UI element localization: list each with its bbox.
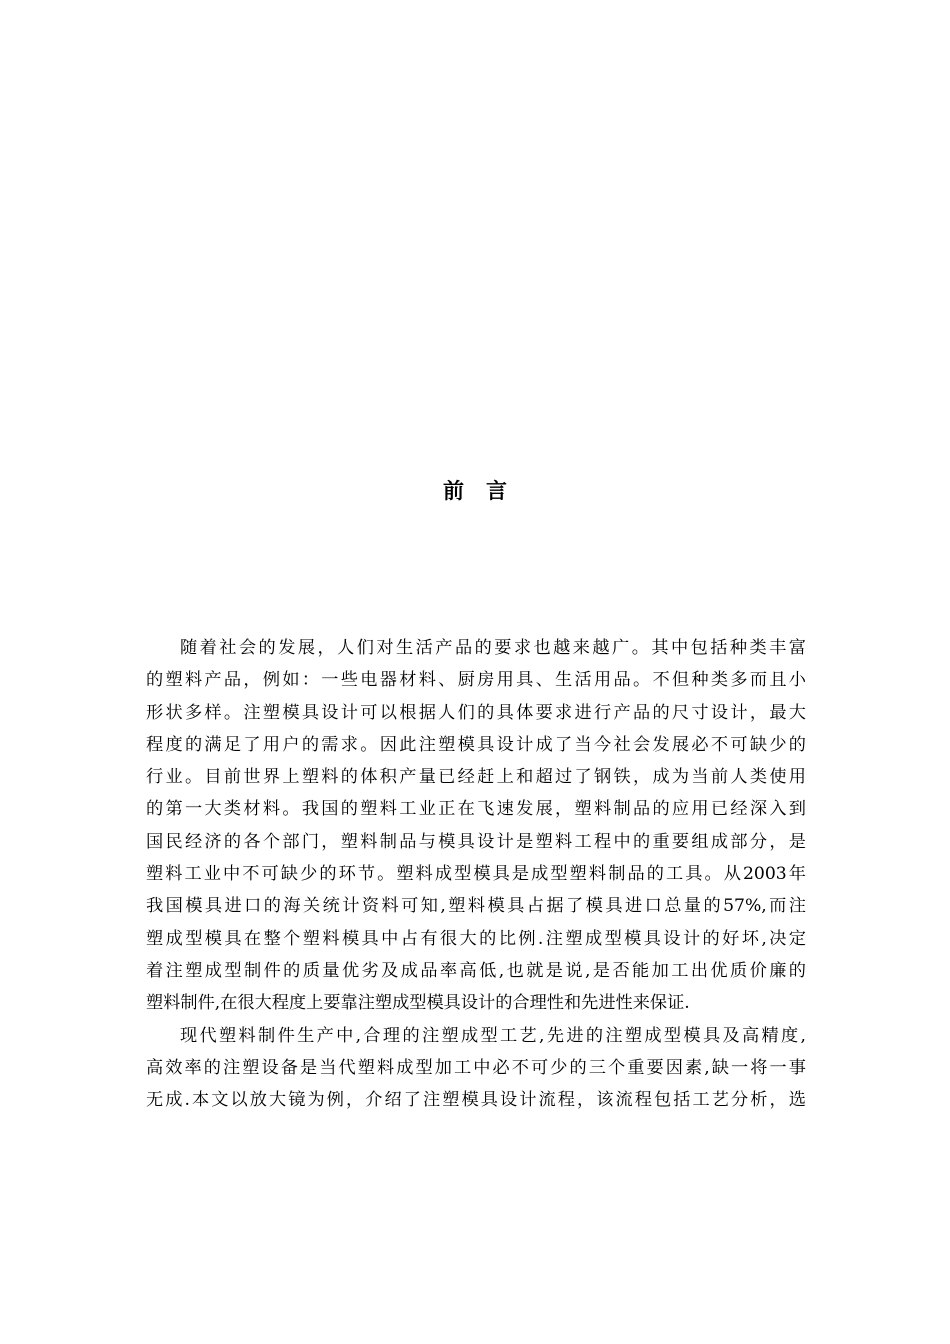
text-line: 国民经济的各个部门，塑料制品与模具设计是塑料工程中的重要组成部分，是 [146, 831, 806, 852]
text-line: 着注塑成型制件的质量优劣及成品率高低,也就是说,是否能加工出优质价廉的 [146, 960, 806, 981]
text-line: 行业。目前世界上塑料的体积产量已经赶上和超过了钢铁，成为当前人类使用 [146, 767, 806, 788]
text-line: 现代塑料制件生产中,合理的注塑成型工艺,先进的注塑成型模具及高精度, [180, 1025, 806, 1046]
text-line: 塑成型模具在整个塑料模具中占有很大的比例.注塑成型模具设计的好坏,决定 [146, 928, 806, 949]
text-line: 的第一大类材料。我国的塑料工业正在飞速发展，塑料制品的应用已经深入到 [146, 799, 806, 820]
paragraph-2 [146, 1020, 806, 1117]
page-title: 前言 [443, 478, 529, 503]
text-line: 塑料制件,在很大程度上要靠注塑成型模具设计的合理性和先进性来保证. [146, 993, 690, 1014]
text-line: 塑料工业中不可缺少的环节。塑料成型模具是成型塑料制品的工具。从2003年 [146, 864, 806, 885]
text-line: 形状多样。注塑模具设计可以根据人们的具体要求进行产品的尺寸设计，最大 [146, 702, 806, 723]
paragraph-1 [146, 632, 806, 1020]
text-line: 无成.本文以放大镜为例，介绍了注塑模具设计流程，该流程包括工艺分析，选 [146, 1090, 806, 1111]
text-line: 的塑料产品，例如：一些电器材料、厨房用具、生活用品。不但种类多而且小 [146, 670, 806, 691]
body-text [146, 632, 806, 1116]
text-line: 程度的满足了用户的需求。因此注塑模具设计成了当今社会发展必不可缺少的 [146, 734, 806, 755]
text-line: 我国模具进口的海关统计资料可知,塑料模具占据了模具进口总量的57%,而注 [146, 896, 806, 917]
text-line: 高效率的注塑设备是当代塑料成型加工中必不可少的三个重要因素,缺一将一事 [146, 1057, 806, 1078]
text-line: 随着社会的发展，人们对生活产品的要求也越来越广。其中包括种类丰富 [180, 638, 806, 658]
